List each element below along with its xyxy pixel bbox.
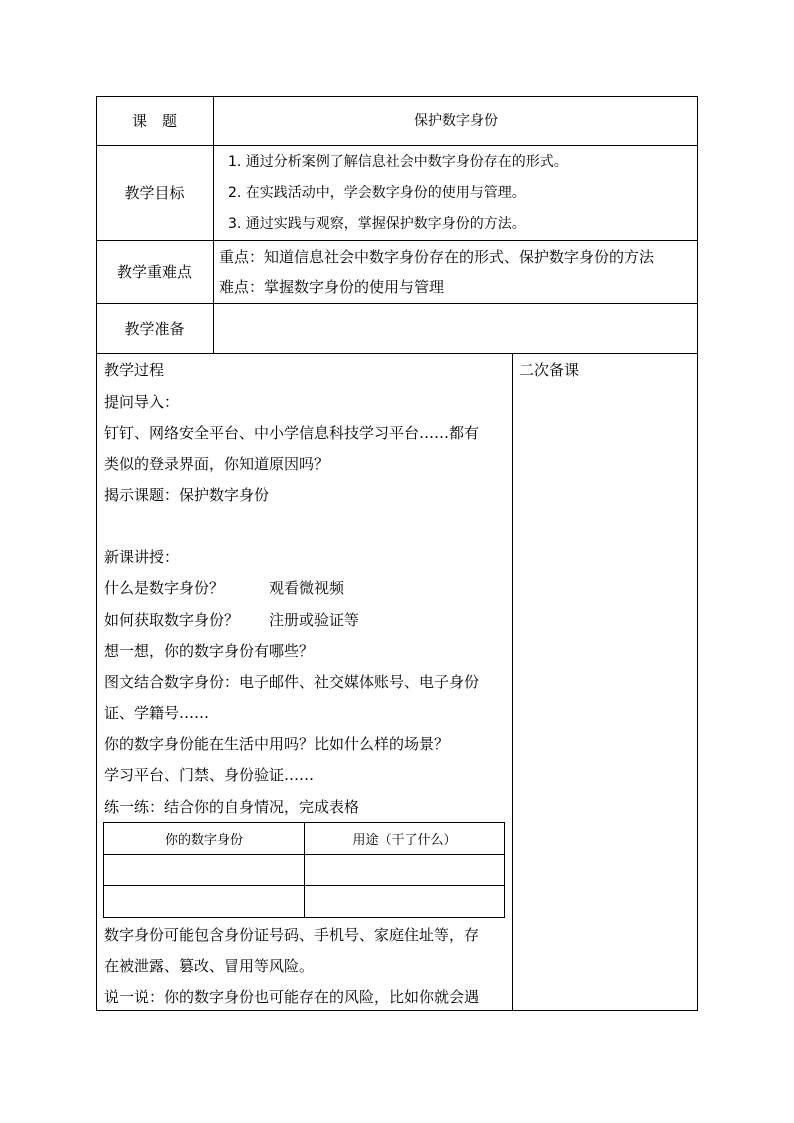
table-cell[interactable] [305,886,505,918]
process-line: 新课讲授： [104,548,180,566]
process-line: 练一练：结合你的自身情况，完成表格 [104,798,360,816]
process-line: 类似的登录界面，你知道原因吗？ [104,455,330,473]
table-header-cell: 用途（干了什么） [305,823,505,855]
table-row [104,854,505,886]
process-line: 在被泄露、篡改、冒用等风险。 [104,957,315,975]
row-divider-topic [96,145,698,146]
row-divider-key [96,303,698,304]
process-title: 教学过程 [104,361,165,379]
table-header-row [104,823,505,855]
key-point-important: 重点：知道信息社会中数字身份存在的形式、保护数字身份的方法 [219,248,655,266]
process-line: 说一说：你的数字身份也可能存在的风险，比如你就会遇 [104,988,480,1006]
process-line: 数字身份可能包含身份证号码、手机号、家庭住址等，存 [104,926,480,944]
row-divider-prep [96,353,698,354]
table-header-cell: 你的数字身份 [104,823,305,855]
process-line: 图文结合数字身份：电子邮件、社交媒体账号、电子身份 [104,673,480,691]
process-line: 如何获取数字身份？ 注册或验证等 [104,611,360,629]
topic-value: 保护数字身份 [414,113,498,129]
process-line: 提问导入： [104,393,180,411]
table-cell[interactable] [305,854,505,886]
process-column-divider [512,353,513,1011]
topic-label: 课 题 [131,112,177,130]
prep-label: 教学准备 [124,320,185,338]
label-column-divider [213,96,214,354]
table-cell[interactable] [104,886,305,918]
key-label: 教学重难点 [116,263,192,281]
goal-item: 1. 通过分析案例了解信息社会中数字身份存在的形式。 [228,154,568,170]
process-line: 什么是数字身份？ 观看微视频 [104,579,345,597]
goal-item: 3. 通过实践与观察，掌握保护数字身份的方法。 [228,216,526,232]
process-line: 你的数字身份能在生活中用吗？比如什么样的场景？ [104,735,450,753]
goals-label: 教学目标 [124,184,185,202]
table-cell[interactable] [104,854,305,886]
second-prep-title: 二次备课 [519,361,580,379]
row-divider-goals [96,240,698,241]
process-line: 想一想，你的数字身份有哪些？ [104,642,315,660]
table-row [104,886,505,918]
practice-table [103,822,505,918]
key-point-difficult: 难点：掌握数字身份的使用与管理 [219,278,445,296]
process-line: 学习平台、门禁、身份验证…… [104,766,315,784]
process-line: 证、学籍号…… [104,704,210,722]
goal-item: 2. 在实践活动中，学会数字身份的使用与管理。 [228,185,526,201]
process-line: 揭示课题：保护数字身份 [104,486,270,504]
process-line: 钉钉、网络安全平台、中小学信息科技学习平台……都有 [104,424,480,442]
